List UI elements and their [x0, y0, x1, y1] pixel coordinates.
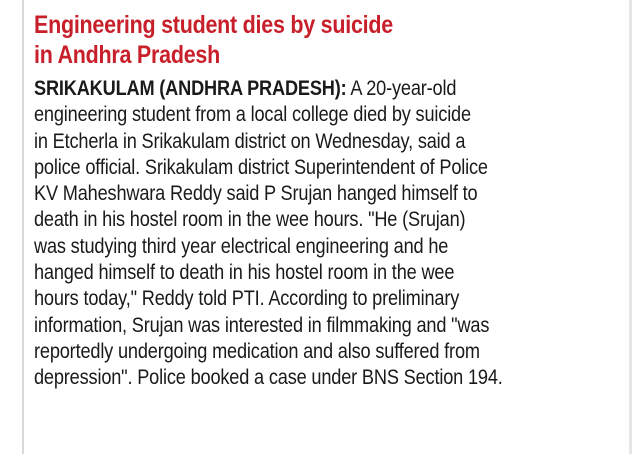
body-line-9: hours today," Reddy told PTI. According to preliminary — [34, 286, 460, 311]
body-line-5: KV Maheshwara Reddy said P Srujan hanged himself to — [34, 181, 478, 206]
body-line-3: in Etcherla in Srikakulam district on Wednesday, said a — [34, 128, 466, 153]
body-line-1: A 20-year-old — [350, 76, 457, 100]
column-rule-left — [22, 0, 24, 454]
article-headline — [34, 10, 619, 70]
body-line-2: engineering student from a local college died by suicide — [34, 102, 471, 127]
body-line-10: information, Srujan was interested in filmmaking and "was — [34, 312, 490, 337]
headline-line-1: Engineering student dies by suicide — [34, 11, 393, 39]
news-article — [34, 10, 624, 391]
body-line-7: was studying third year electrical engineering and he — [34, 233, 449, 258]
article-body — [34, 75, 624, 391]
headline-line-2: in Andhra Pradesh — [34, 41, 220, 69]
body-line-11: reportedly undergoing medication and also suffered from — [34, 338, 480, 363]
article-dateline: SRIKAKULAM (ANDHRA PRADESH): — [34, 76, 347, 100]
column-rule-right — [629, 0, 632, 454]
body-line-12: depression". Police booked a case under BNS Section 194. — [34, 365, 503, 390]
body-line-6: death in his hostel room in the wee hours. "He (Srujan) — [34, 207, 466, 232]
body-line-8: hanged himself to death in his hostel room in the wee — [34, 260, 455, 285]
body-line-4: police official. Srikakulam district Superintendent of Police — [34, 154, 488, 179]
